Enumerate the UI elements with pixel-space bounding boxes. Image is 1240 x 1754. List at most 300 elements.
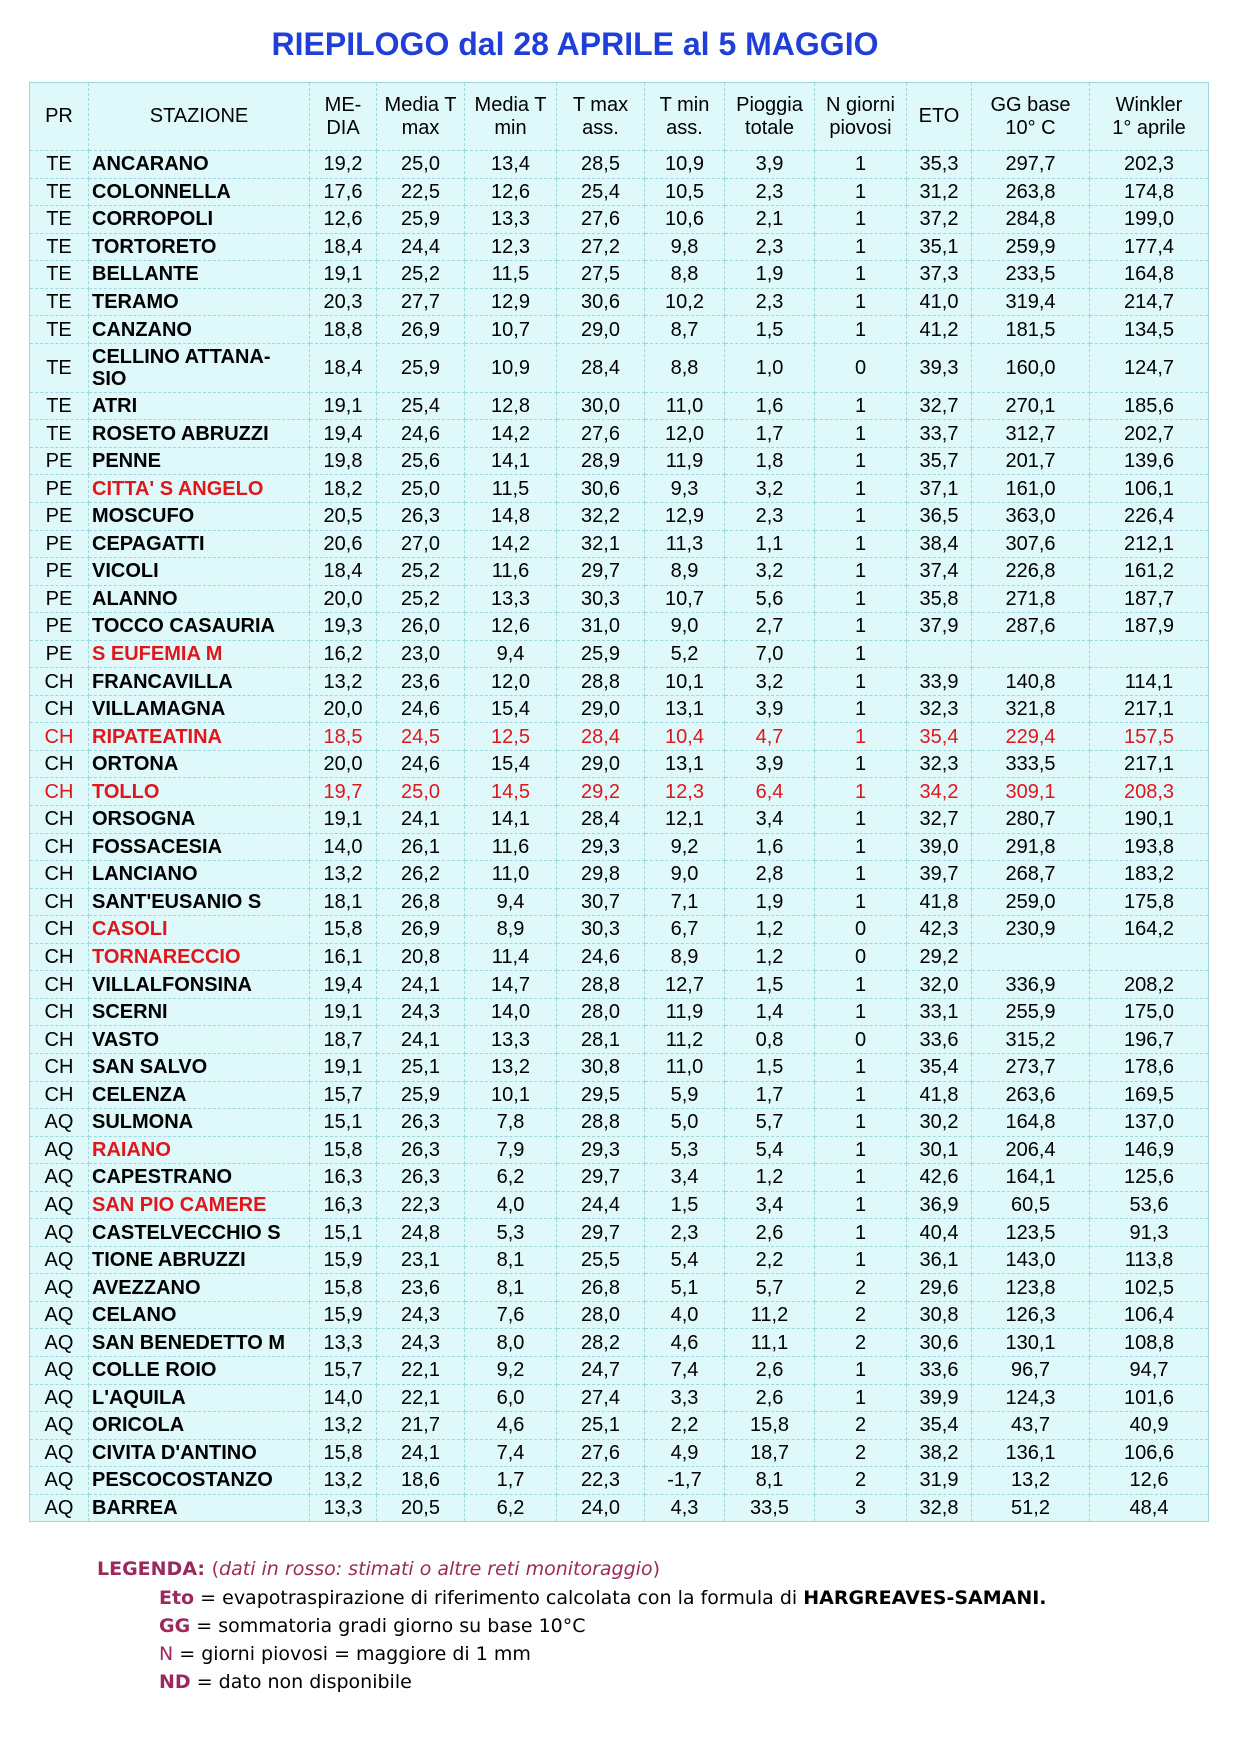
value-cell: 5,3 [645,1136,725,1164]
province-cell: AQ [30,1219,89,1247]
value-cell: 10,4 [645,723,725,751]
value-cell [1090,943,1209,971]
province-cell: TE [30,288,89,316]
value-cell: 22,1 [377,1356,465,1384]
value-cell: 22,1 [377,1384,465,1412]
value-cell: 33,1 [907,998,972,1026]
value-cell: 11,5 [465,475,557,503]
table-row [30,833,1209,861]
value-cell: 14,1 [465,447,557,475]
value-cell: 2,8 [725,861,815,889]
legend-gg [159,1612,1047,1640]
value-cell: 29,5 [557,1081,645,1109]
value-cell: 25,0 [377,151,465,179]
value-cell: 14,8 [465,503,557,531]
value-cell: 10,1 [465,1081,557,1109]
value-cell: 28,4 [557,343,645,392]
value-cell: 53,6 [1090,1191,1209,1219]
value-cell: 39,0 [907,833,972,861]
value-cell: 136,1 [972,1439,1090,1467]
value-cell: 9,0 [645,861,725,889]
table-row [30,1246,1209,1274]
value-cell: 26,3 [377,1109,465,1137]
value-cell: 12,9 [465,288,557,316]
value-cell: 9,3 [645,475,725,503]
value-cell: 30,3 [557,916,645,944]
table-row [30,1439,1209,1467]
value-cell: 3,4 [725,1191,815,1219]
value-cell: 196,7 [1090,1026,1209,1054]
value-cell: 3,9 [725,695,815,723]
value-cell: 15,4 [465,750,557,778]
province-cell: CH [30,695,89,723]
value-cell: 217,1 [1090,750,1209,778]
value-cell: 6,4 [725,778,815,806]
table-row [30,778,1209,806]
value-cell: 12,9 [645,503,725,531]
value-cell: 169,5 [1090,1081,1209,1109]
value-cell: 271,8 [972,585,1090,613]
value-cell [972,943,1090,971]
value-cell: 35,4 [907,723,972,751]
value-cell: 5,6 [725,585,815,613]
value-cell: 13,4 [465,151,557,179]
value-cell: 106,4 [1090,1301,1209,1329]
value-cell: 101,6 [1090,1384,1209,1412]
value-cell: 12,3 [645,778,725,806]
value-cell: 29,0 [557,695,645,723]
value-cell: 9,2 [465,1356,557,1384]
table-row [30,1274,1209,1302]
table-row [30,420,1209,448]
value-cell: 15,7 [310,1356,377,1384]
value-cell: 307,6 [972,530,1090,558]
table-row [30,233,1209,261]
value-cell: 19,1 [310,392,377,420]
value-cell: 164,8 [1090,261,1209,289]
column-header: N giorni piovosi [815,83,907,151]
value-cell: 24,4 [557,1191,645,1219]
value-cell: 28,5 [557,151,645,179]
value-cell: 29,0 [557,316,645,344]
value-cell: 25,4 [377,392,465,420]
value-cell: 14,5 [465,778,557,806]
station-name-cell: TORNARECCIO [89,943,310,971]
value-cell: 16,3 [310,1164,377,1192]
province-cell: CH [30,916,89,944]
value-cell: 28,0 [557,998,645,1026]
province-cell: AQ [30,1109,89,1137]
value-cell: 48,4 [1090,1494,1209,1522]
value-cell: 25,9 [377,1081,465,1109]
value-cell: 23,1 [377,1246,465,1274]
value-cell: 35,4 [907,1412,972,1440]
value-cell: 36,9 [907,1191,972,1219]
value-cell: 25,2 [377,585,465,613]
value-cell: 29,3 [557,833,645,861]
value-cell: 1 [815,1136,907,1164]
value-cell: 11,9 [645,447,725,475]
column-header: Pioggia totale [725,83,815,151]
value-cell: 1 [815,151,907,179]
value-cell: 217,1 [1090,695,1209,723]
value-cell: 13,3 [465,1026,557,1054]
value-cell: 4,0 [465,1191,557,1219]
province-cell: CH [30,1053,89,1081]
value-cell: 13,2 [972,1467,1090,1495]
value-cell: 8,1 [465,1274,557,1302]
column-header: Media T max [377,83,465,151]
legend-eto-key: Eto [159,1587,195,1609]
value-cell: 27,4 [557,1384,645,1412]
table-row [30,668,1209,696]
value-cell: 7,9 [465,1136,557,1164]
value-cell: 312,7 [972,420,1090,448]
value-cell: 14,1 [465,806,557,834]
value-cell: 24,0 [557,1494,645,1522]
value-cell: 174,8 [1090,178,1209,206]
value-cell: 113,8 [1090,1246,1209,1274]
value-cell: 319,4 [972,288,1090,316]
value-cell: 4,6 [645,1329,725,1357]
value-cell: 1 [815,1246,907,1274]
value-cell: 1,9 [725,888,815,916]
station-name-cell: CASTELVECCHIO S [89,1219,310,1247]
value-cell: 185,6 [1090,392,1209,420]
value-cell: 202,3 [1090,151,1209,179]
value-cell: 26,0 [377,613,465,641]
value-cell: 1,9 [725,261,815,289]
value-cell: 17,6 [310,178,377,206]
value-cell: 32,3 [907,750,972,778]
value-cell: 137,0 [1090,1109,1209,1137]
value-cell: 51,2 [972,1494,1090,1522]
value-cell: 26,8 [377,888,465,916]
value-cell: 19,8 [310,447,377,475]
station-name-cell: TORTORETO [89,233,310,261]
station-name-cell: AVEZZANO [89,1274,310,1302]
value-cell: 20,5 [377,1494,465,1522]
table-row [30,206,1209,234]
table-row [30,971,1209,999]
value-cell: 1 [815,723,907,751]
value-cell: 27,6 [557,206,645,234]
value-cell: 12,6 [1090,1467,1209,1495]
station-name-cell: VICOLI [89,558,310,586]
value-cell: 11,6 [465,833,557,861]
table-row [30,530,1209,558]
value-cell: 27,2 [557,233,645,261]
value-cell: 31,2 [907,178,972,206]
value-cell: 333,5 [972,750,1090,778]
table-body [30,151,1209,1522]
value-cell: 6,0 [465,1384,557,1412]
value-cell: 37,1 [907,475,972,503]
value-cell: 1 [815,392,907,420]
table-row [30,1164,1209,1192]
province-cell: CH [30,861,89,889]
value-cell: 336,9 [972,971,1090,999]
station-name-cell: CORROPOLI [89,206,310,234]
value-cell: 5,9 [645,1081,725,1109]
value-cell: 24,8 [377,1219,465,1247]
province-cell: AQ [30,1356,89,1384]
value-cell: 23,6 [377,1274,465,1302]
table-row [30,1412,1209,1440]
value-cell: 5,4 [725,1136,815,1164]
table-row [30,261,1209,289]
station-name-cell: CASOLI [89,916,310,944]
summary-table-container [29,82,1208,1522]
value-cell: 18,2 [310,475,377,503]
value-cell: 1 [815,475,907,503]
province-cell: AQ [30,1301,89,1329]
table-row [30,392,1209,420]
value-cell: 139,6 [1090,447,1209,475]
value-cell: 1 [815,640,907,668]
value-cell: 1 [815,861,907,889]
column-header: GG base 10° C [972,83,1090,151]
value-cell: 1 [815,1356,907,1384]
value-cell: 1,6 [725,833,815,861]
value-cell: 30,1 [907,1136,972,1164]
value-cell: 4,6 [465,1412,557,1440]
value-cell: 125,6 [1090,1164,1209,1192]
value-cell: 255,9 [972,998,1090,1026]
value-cell: 11,0 [645,392,725,420]
table-row [30,916,1209,944]
value-cell: 2 [815,1412,907,1440]
value-cell: 6,2 [465,1164,557,1192]
value-cell: 32,2 [557,503,645,531]
value-cell: 24,1 [377,971,465,999]
value-cell: 31,0 [557,613,645,641]
value-cell: 7,0 [725,640,815,668]
value-cell: 2,2 [645,1412,725,1440]
value-cell: 263,8 [972,178,1090,206]
value-cell: 27,7 [377,288,465,316]
station-name-cell: S EUFEMIA M [89,640,310,668]
value-cell: 273,7 [972,1053,1090,1081]
value-cell: 126,3 [972,1301,1090,1329]
value-cell [972,640,1090,668]
value-cell: 5,7 [725,1109,815,1137]
value-cell: 201,7 [972,447,1090,475]
value-cell: 37,3 [907,261,972,289]
station-name-cell: FOSSACESIA [89,833,310,861]
column-header: T min ass. [645,83,725,151]
province-cell: TE [30,261,89,289]
value-cell: 29,7 [557,1164,645,1192]
value-cell: 134,5 [1090,316,1209,344]
value-cell: 13,3 [465,585,557,613]
value-cell: 164,2 [1090,916,1209,944]
value-cell: 1 [815,558,907,586]
table-row [30,1467,1209,1495]
province-cell: TE [30,420,89,448]
value-cell: 124,3 [972,1384,1090,1412]
value-cell: 1 [815,585,907,613]
value-cell: 7,4 [465,1439,557,1467]
value-cell: 28,9 [557,447,645,475]
value-cell: 7,8 [465,1109,557,1137]
value-cell: 1 [815,778,907,806]
value-cell: 13,3 [465,206,557,234]
value-cell: 2,7 [725,613,815,641]
province-cell: CH [30,1081,89,1109]
province-cell: TE [30,233,89,261]
value-cell: 2,2 [725,1246,815,1274]
value-cell: 15,9 [310,1246,377,1274]
province-cell: TE [30,343,89,392]
value-cell: 26,3 [377,1136,465,1164]
legend-eto-text: = evapotraspirazione di riferimento calcolata con la formula di [194,1587,804,1609]
value-cell: 20,8 [377,943,465,971]
station-name-cell: TIONE ABRUZZI [89,1246,310,1274]
value-cell: 1 [815,1384,907,1412]
value-cell: 33,9 [907,668,972,696]
value-cell: 0,8 [725,1026,815,1054]
value-cell: 22,3 [377,1191,465,1219]
province-cell: AQ [30,1136,89,1164]
value-cell: 12,7 [645,971,725,999]
value-cell: 29,6 [907,1274,972,1302]
table-row [30,640,1209,668]
value-cell: 2,6 [725,1384,815,1412]
value-cell: 24,3 [377,1329,465,1357]
value-cell: 2 [815,1329,907,1357]
value-cell: 13,3 [310,1329,377,1357]
province-cell: CH [30,888,89,916]
value-cell: 35,7 [907,447,972,475]
station-name-cell: LANCIANO [89,861,310,889]
value-cell: 1 [815,998,907,1026]
value-cell: 10,9 [465,343,557,392]
value-cell: 19,1 [310,998,377,1026]
table-row [30,503,1209,531]
value-cell: 106,6 [1090,1439,1209,1467]
value-cell: 30,8 [557,1053,645,1081]
value-cell: 1,5 [725,316,815,344]
value-cell: 297,7 [972,151,1090,179]
value-cell: 23,6 [377,668,465,696]
value-cell: 1 [815,420,907,448]
value-cell: 10,7 [465,316,557,344]
value-cell: 1 [815,233,907,261]
value-cell: 206,4 [972,1136,1090,1164]
table-row [30,861,1209,889]
value-cell: 160,0 [972,343,1090,392]
value-cell: 1 [815,1081,907,1109]
value-cell: 1 [815,206,907,234]
value-cell: 21,7 [377,1412,465,1440]
table-row [30,1026,1209,1054]
value-cell: 5,0 [645,1109,725,1137]
value-cell: 1,2 [725,916,815,944]
value-cell: 2 [815,1274,907,1302]
value-cell: 35,4 [907,1053,972,1081]
value-cell: 39,7 [907,861,972,889]
value-cell: 23,0 [377,640,465,668]
table-row [30,806,1209,834]
value-cell: 18,4 [310,233,377,261]
value-cell: 24,4 [377,233,465,261]
value-cell: 11,6 [465,558,557,586]
value-cell: 1,5 [645,1191,725,1219]
province-cell: CH [30,723,89,751]
value-cell: 1,2 [725,943,815,971]
province-cell: PE [30,585,89,613]
value-cell: 35,1 [907,233,972,261]
value-cell: 9,2 [645,833,725,861]
value-cell: 2,3 [725,288,815,316]
value-cell: 1 [815,261,907,289]
value-cell: 1 [815,1191,907,1219]
value-cell: 30,2 [907,1109,972,1137]
value-cell: 10,1 [645,668,725,696]
value-cell: 33,6 [907,1026,972,1054]
value-cell: 35,8 [907,585,972,613]
station-name-cell: ALANNO [89,585,310,613]
value-cell: 14,2 [465,420,557,448]
value-cell: 37,9 [907,613,972,641]
province-cell: AQ [30,1164,89,1192]
value-cell: 41,8 [907,888,972,916]
station-name-cell: ORSOGNA [89,806,310,834]
province-cell: CH [30,998,89,1026]
value-cell: 18,4 [310,558,377,586]
value-cell: 11,3 [645,530,725,558]
value-cell: 27,0 [377,530,465,558]
value-cell: 18,7 [310,1026,377,1054]
value-cell: 8,9 [465,916,557,944]
value-cell: 28,4 [557,723,645,751]
value-cell: 309,1 [972,778,1090,806]
province-cell: PE [30,475,89,503]
value-cell: 11,2 [725,1301,815,1329]
province-cell: AQ [30,1274,89,1302]
value-cell: 5,4 [645,1246,725,1274]
value-cell: 259,9 [972,233,1090,261]
province-cell: PE [30,530,89,558]
value-cell: 3,2 [725,475,815,503]
value-cell: 291,8 [972,833,1090,861]
value-cell: 94,7 [1090,1356,1209,1384]
value-cell: 36,5 [907,503,972,531]
value-cell: 42,3 [907,916,972,944]
province-cell: CH [30,971,89,999]
value-cell: 2,3 [645,1219,725,1247]
value-cell: 3,4 [645,1164,725,1192]
value-cell: 36,1 [907,1246,972,1274]
value-cell: 12,5 [465,723,557,751]
province-cell: AQ [30,1246,89,1274]
value-cell: 1 [815,750,907,778]
value-cell: 16,1 [310,943,377,971]
legend-note-open: ( [211,1558,220,1580]
value-cell: 9,0 [645,613,725,641]
value-cell: 1 [815,1053,907,1081]
value-cell: 32,7 [907,806,972,834]
station-name-cell: TOLLO [89,778,310,806]
province-cell: CH [30,750,89,778]
column-header: ETO [907,83,972,151]
value-cell: 24,1 [377,806,465,834]
value-cell: 19,1 [310,806,377,834]
value-cell: 1 [815,806,907,834]
value-cell: 15,4 [465,695,557,723]
value-cell: 91,3 [1090,1219,1209,1247]
